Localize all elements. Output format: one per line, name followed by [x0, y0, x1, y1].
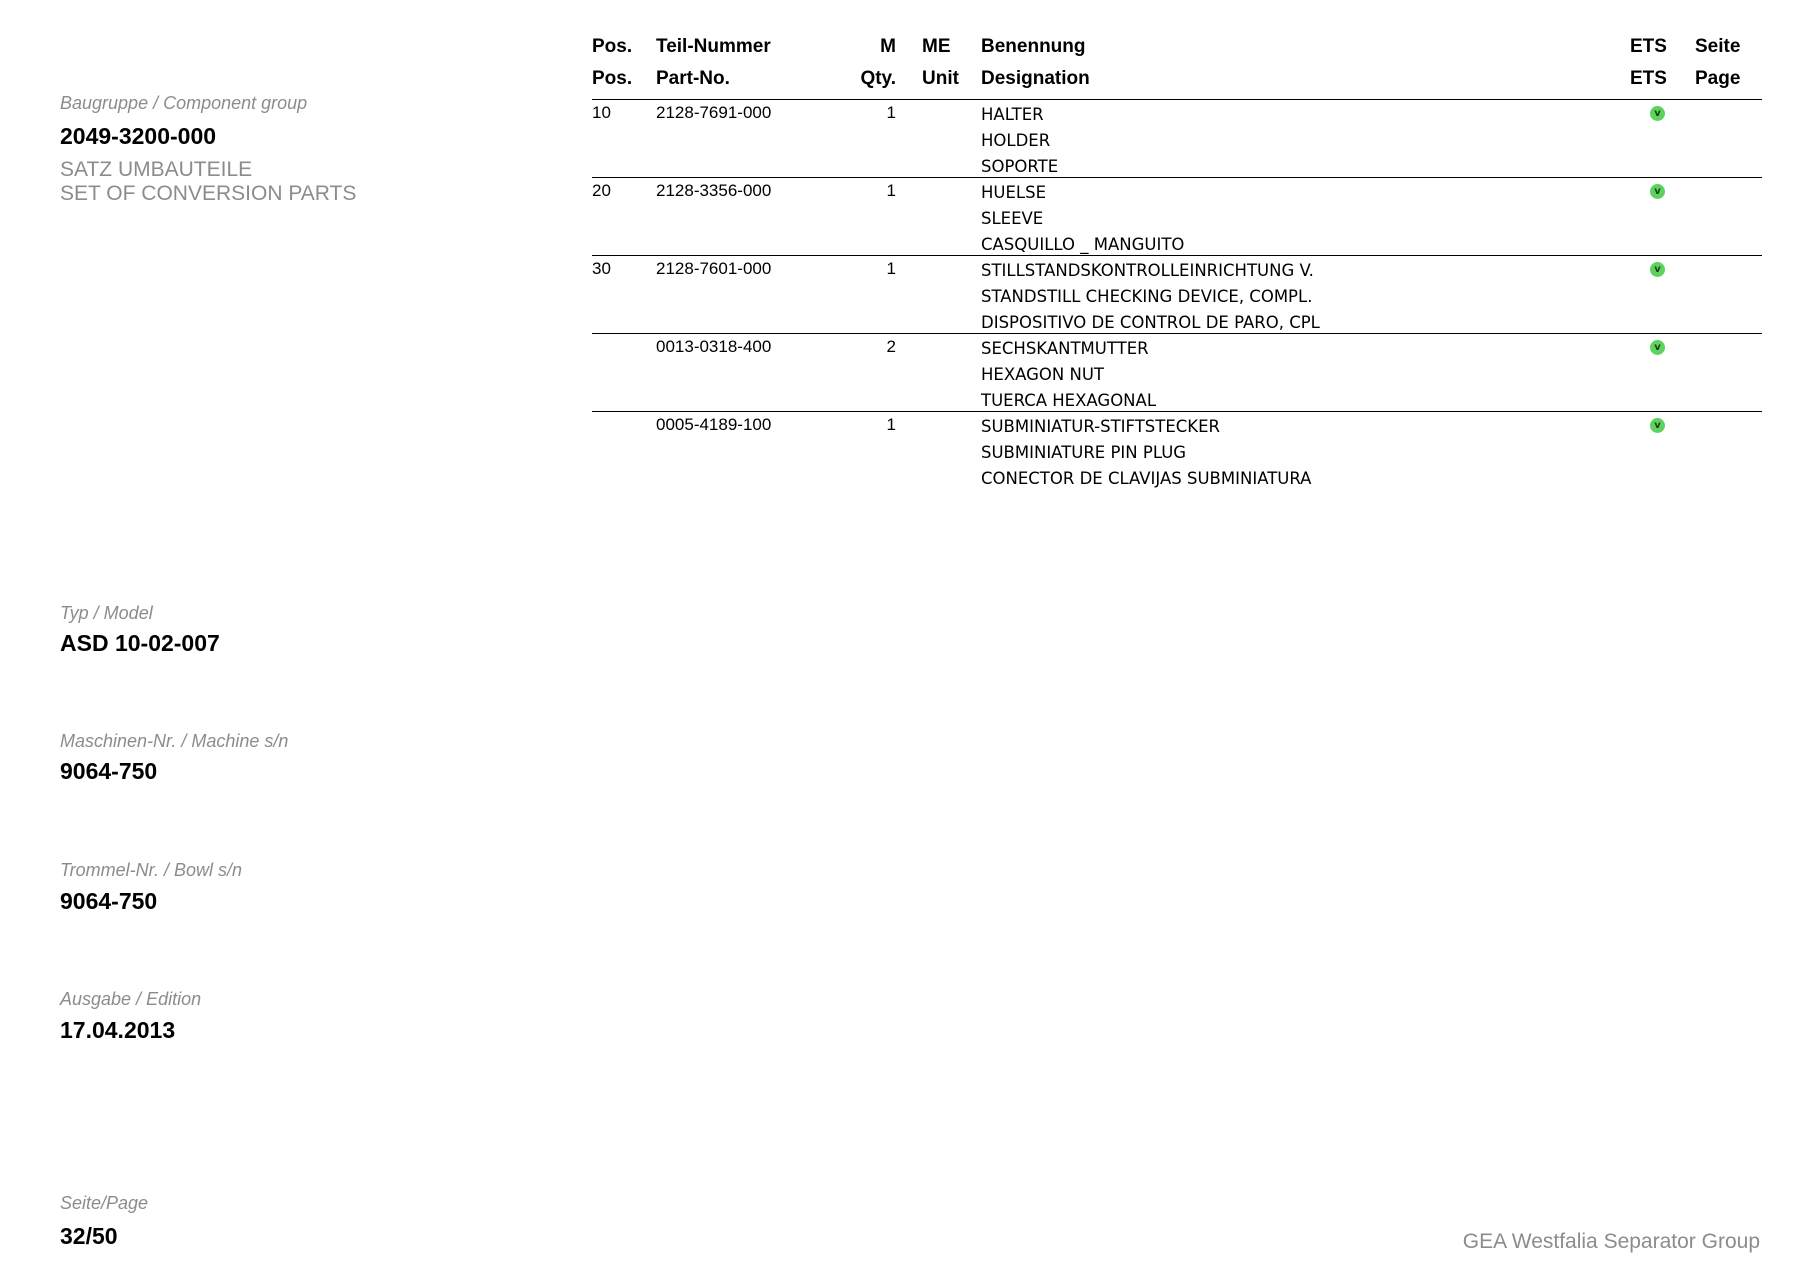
header-unit-en: Unit: [922, 68, 959, 89]
component-group-name-en: SET OF CONVERSION PARTS: [60, 182, 357, 205]
header-designation-de: Benennung: [981, 36, 1086, 57]
row-qty: 1: [886, 181, 896, 200]
header-ets-en: ETS: [1630, 68, 1667, 89]
designation-de: STILLSTANDSKONTROLLEINRICHTUNG V.: [981, 261, 1314, 280]
designation-en: SUBMINIATURE PIN PLUG: [981, 443, 1187, 462]
header-designation-en: Designation: [981, 68, 1090, 89]
row-part-number: 2128-7601-000: [656, 259, 772, 278]
row-designation: [981, 336, 1156, 414]
check-circle-icon: v: [1650, 262, 1665, 277]
header-pos-en: Pos.: [592, 68, 633, 89]
row-qty: 2: [886, 337, 896, 356]
row-pos: 10: [592, 103, 611, 122]
table-row: [592, 334, 1762, 412]
component-group-number: 2049-3200-000: [60, 123, 217, 149]
header-qty-de: M: [880, 36, 896, 57]
check-circle-icon: v: [1650, 106, 1665, 121]
row-qty: 1: [886, 103, 896, 122]
table-header-de: [592, 36, 1762, 68]
designation-es: DISPOSITIVO DE CONTROL DE PARO, CPL: [981, 313, 1320, 332]
check-circle-icon: v: [1650, 340, 1665, 355]
designation-de: SUBMINIATUR-STIFTSTECKER: [981, 417, 1221, 436]
row-designation: [981, 102, 1058, 180]
row-qty: 1: [886, 259, 896, 278]
designation-en: HEXAGON NUT: [981, 365, 1104, 384]
row-qty: 1: [886, 415, 896, 434]
model-value: ASD 10-02-007: [60, 630, 220, 656]
designation-en: SLEEVE: [981, 209, 1044, 228]
edition-value: 17.04.2013: [60, 1017, 176, 1043]
component-group-label: Baugruppe / Component group: [60, 93, 308, 113]
row-pos: 30: [592, 259, 611, 278]
edition-label: Ausgabe / Edition: [60, 989, 202, 1009]
brand-name: GEA Westfalia Separator Group: [1462, 1230, 1760, 1253]
check-circle-icon: v: [1650, 418, 1665, 433]
component-group-name-de: SATZ UMBAUTEILE: [60, 158, 253, 181]
header-pos-de: Pos.: [592, 36, 633, 57]
header-ets-de: ETS: [1630, 36, 1667, 57]
table-header-en: [592, 68, 1762, 100]
designation-de: HUELSE: [981, 183, 1047, 202]
header-unit-de: ME: [922, 36, 951, 57]
row-part-number: 0013-0318-400: [656, 337, 772, 356]
designation-en: STANDSTILL CHECKING DEVICE, COMPL.: [981, 287, 1313, 306]
designation-es: SOPORTE: [981, 157, 1059, 176]
table-row: [592, 100, 1762, 178]
row-pos: 20: [592, 181, 611, 200]
parts-table: [592, 36, 1762, 489]
header-page-de: Seite: [1695, 36, 1741, 57]
bowl-sn-value: 9064-750: [60, 888, 158, 914]
designation-es: CONECTOR DE CLAVIJAS SUBMINIATURA: [981, 469, 1312, 488]
header-page-en: Page: [1695, 68, 1741, 89]
row-designation: [981, 414, 1311, 492]
designation-de: SECHSKANTMUTTER: [981, 339, 1149, 358]
row-designation: [981, 180, 1184, 258]
table-row: [592, 256, 1762, 334]
designation-en: HOLDER: [981, 131, 1051, 150]
row-part-number: 0005-4189-100: [656, 415, 772, 434]
bowl-sn-label: Trommel-Nr. / Bowl s/n: [60, 860, 243, 880]
model-label: Typ / Model: [60, 603, 153, 623]
info-sidebar: [60, 0, 540, 1283]
machine-sn-label: Maschinen-Nr. / Machine s/n: [60, 731, 289, 751]
row-part-number: 2128-3356-000: [656, 181, 772, 200]
designation-es: CASQUILLO _ MANGUITO: [981, 235, 1185, 254]
row-designation: [981, 258, 1320, 336]
header-part-de: Teil-Nummer: [656, 36, 771, 57]
table-row: [592, 412, 1762, 489]
page-label: Seite/Page: [60, 1193, 149, 1213]
designation-es: TUERCA HEXAGONAL: [981, 391, 1157, 410]
machine-sn-value: 9064-750: [60, 758, 158, 784]
table-row: [592, 178, 1762, 256]
designation-de: HALTER: [981, 105, 1044, 124]
header-part-en: Part-No.: [656, 68, 730, 89]
row-part-number: 2128-7691-000: [656, 103, 772, 122]
header-qty-en: Qty.: [860, 68, 896, 89]
check-circle-icon: v: [1650, 184, 1665, 199]
page-number: 32/50: [60, 1223, 118, 1249]
